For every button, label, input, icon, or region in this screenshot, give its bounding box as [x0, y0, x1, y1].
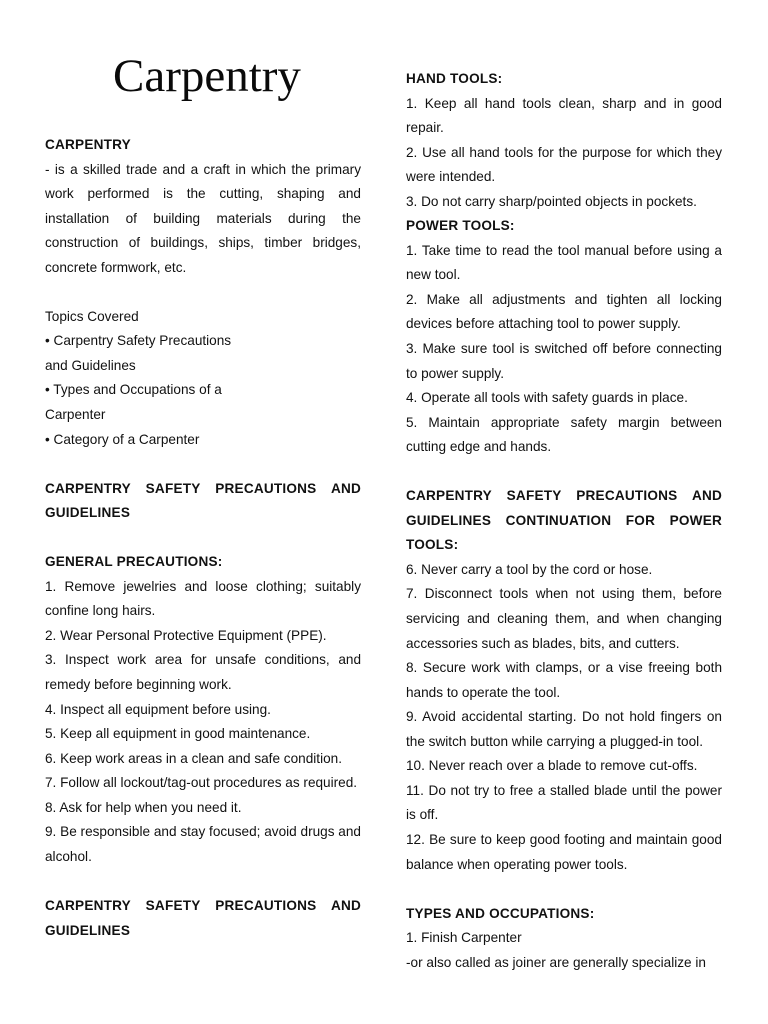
continuation-item: 11. Do not try to free a stalled blade until the power is off. — [406, 782, 722, 823]
continuation-item: 6. Never carry a tool by the cord or hose. — [406, 561, 653, 577]
topic-line: • Types and Occupations of a — [45, 382, 222, 398]
spacer — [406, 877, 722, 902]
hand-tool-item: 1. Keep all hand tools clean, sharp and in good repair. — [406, 95, 722, 136]
continuation-item: 9. Avoid accidental starting. Do not hold fingers on the switch button while carrying a plugged-in tool. — [406, 709, 722, 749]
power-tool-item: 3. Make sure tool is switched off before connecting to power supply. — [406, 341, 722, 381]
power-tool-item: 5. Maintain appropriate safety margin between cutting edge and hands. — [406, 414, 722, 455]
topic-line: Carpenter — [45, 407, 106, 423]
general-precaution-item: 1. Remove jewelries and loose clothing; suitably confine long hairs. — [45, 578, 361, 619]
carpentry-definition: - is a skilled trade and a craft in which the primary work performed is the cutting, shaping and installation of building materials during the construction of buildings, ships, timber bridges, concrete formwork, etc. — [45, 161, 361, 275]
general-precaution-item: 2. Wear Personal Protective Equipment (PPE). — [45, 627, 327, 643]
hand-tool-item: 3. Do not carry sharp/pointed objects in pockets. — [406, 193, 697, 209]
spacer — [45, 452, 361, 477]
topic-line: • Carpentry Safety Precautions — [45, 333, 232, 349]
spacer — [406, 460, 722, 485]
topic-line: • Category of a Carpenter — [45, 431, 200, 447]
continuation-item: 7. Disconnect tools when not using them, before servicing and cleaning them, and when changing accessories such as blades, bits, and cutters. — [406, 586, 722, 651]
continuation-heading: CARPENTRY SAFETY PRECAUTIONS AND GUIDELINES CONTINUATION FOR POWER TOOLS: — [406, 488, 722, 553]
general-precaution-item: 5. Keep all equipment in good maintenance. — [45, 726, 311, 742]
carpentry-heading: CARPENTRY — [45, 137, 131, 152]
power-tool-item: 4. Operate all tools with safety guards in place. — [406, 390, 688, 406]
general-precaution-item: 6. Keep work areas in a clean and safe condition. — [45, 750, 342, 766]
types-item: 1. Finish Carpenter — [406, 930, 522, 946]
left-column — [45, 133, 361, 943]
general-precaution-item: 4. Inspect all equipment before using. — [45, 701, 271, 717]
topic-line: and Guidelines — [45, 357, 136, 373]
types-heading: TYPES AND OCCUPATIONS: — [406, 905, 595, 921]
continuation-item: 12. Be sure to keep good footing and maintain good balance when operating power tools. — [406, 831, 722, 872]
hand-tools-heading: HAND TOOLS: — [406, 71, 503, 86]
power-tool-item: 1. Take time to read the tool manual before using a new tool. — [406, 242, 722, 283]
general-precaution-item: 8. Ask for help when you need it. — [45, 799, 242, 815]
power-tools-heading: POWER TOOLS: — [406, 218, 515, 234]
continuation-item: 8. Secure work with clamps, or a vise freeing both hands to operate the tool. — [406, 660, 722, 700]
spacer — [45, 526, 361, 551]
page-title: Carpentry — [113, 50, 301, 102]
general-precaution-item: 9. Be responsible and stay focused; avoid drugs and alcohol. — [45, 824, 361, 864]
spacer — [45, 869, 361, 894]
general-precaution-item: 3. Inspect work area for unsafe conditions, and remedy before beginning work. — [45, 652, 361, 693]
safety-heading-2: CARPENTRY SAFETY PRECAUTIONS AND GUIDELINES — [45, 897, 361, 938]
types-item: -or also called as joiner are generally specialize in — [406, 954, 706, 970]
topics-title: Topics Covered — [45, 308, 139, 324]
safety-heading: CARPENTRY SAFETY PRECAUTIONS AND GUIDELINES — [45, 480, 361, 521]
spacer — [45, 280, 361, 305]
general-precautions-heading: GENERAL PRECAUTIONS: — [45, 554, 223, 570]
power-tool-item: 2. Make all adjustments and tighten all locking devices before attaching tool to power supply. — [406, 291, 722, 332]
general-precaution-item: 7. Follow all lockout/tag-out procedures as required. — [45, 775, 358, 791]
continuation-item: 10. Never reach over a blade to remove cut-offs. — [406, 758, 698, 774]
right-column — [406, 67, 722, 975]
hand-tool-item: 2. Use all hand tools for the purpose for which they were intended. — [406, 144, 722, 185]
